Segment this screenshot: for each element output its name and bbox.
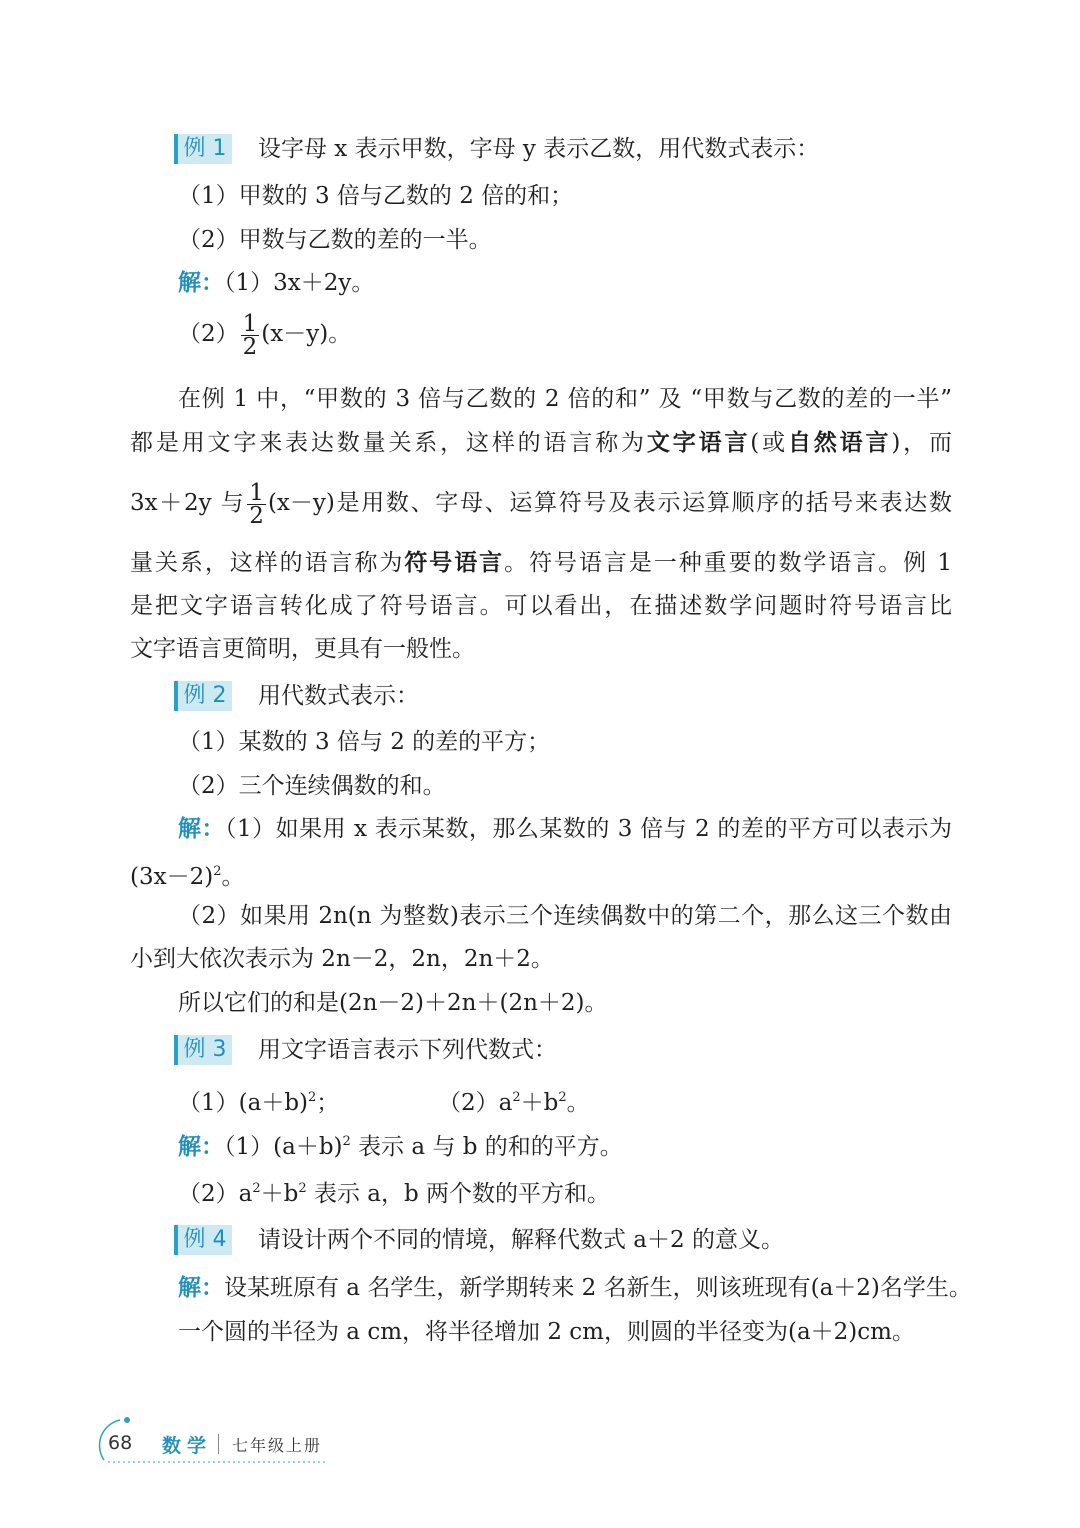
fraction xyxy=(241,310,260,360)
superscript: 2 xyxy=(308,1090,317,1105)
example-3-badge: 例 3 xyxy=(174,1035,232,1065)
ex2-answer-2: （2）如果用 2n(n 为整数)表示三个连续偶数中的第二个，那么这三个数由 xyxy=(178,903,952,929)
ex2-answer-2-cont: 小到大依次表示为 2n－2，2n，2n＋2。 xyxy=(130,946,554,972)
footer-grade: 七年级上册 xyxy=(232,1436,323,1455)
para-l4a: 量关系，这样的语言称为 xyxy=(130,550,405,576)
term-text-language: 文字语言 xyxy=(646,430,751,456)
ex3-a2: （2）a xyxy=(178,1181,253,1207)
superscript: 2 xyxy=(342,1134,351,1149)
ex4-answer-2: 一个圆的半径为 a cm，将半径增加 2 cm，则圆的半径变为(a＋2)cm。 xyxy=(178,1319,915,1345)
ex1-answer-2-prefix: （2） xyxy=(178,321,239,347)
para-l3a: 3x＋2y 与 xyxy=(130,490,246,516)
ex2-question-2: （2）三个连续偶数的和。 xyxy=(178,773,446,799)
ex1-answer-2-rest: (x－y)。 xyxy=(261,321,352,347)
superscript: 2 xyxy=(512,1090,521,1105)
superscript: 2 xyxy=(252,1181,261,1196)
ex1-answer-1 xyxy=(178,267,374,299)
ex3-q2: （2）a xyxy=(438,1090,513,1116)
para-l2a: 都是用文字来表达数量关系，这样的语言称为 xyxy=(130,430,647,456)
example-4-badge: 例 4 xyxy=(174,1225,232,1255)
para-l3b: (x－y)是用数、字母、运算符号及表示运算顺序的括号来表达数 xyxy=(267,490,952,516)
example-1-badge: 例 1 xyxy=(174,134,232,164)
paragraph-line-6: 文字语言更简明，更具有一般性。 xyxy=(130,636,475,662)
example-1-prompt: 设字母 x 表示甲数，字母 y 表示乙数，用代数式表示： xyxy=(258,136,820,162)
ex1-question-2: （2）甲数与乙数的差的一半。 xyxy=(178,227,492,253)
ex3-q1: （1）(a＋b) xyxy=(178,1090,309,1116)
superscript: 2 xyxy=(213,864,222,879)
solution-label: 解： xyxy=(178,270,224,296)
ex3-a1-end: 表示 a 与 b 的和的平方。 xyxy=(350,1134,623,1160)
solution-label: 解： xyxy=(178,1134,224,1160)
paragraph-line-3 xyxy=(130,480,952,527)
term-natural-language: 自然语言 xyxy=(787,430,892,456)
ex2-answer-1-text: （1）如果用 x 表示某数，那么某数的 3 倍与 2 的差的平方可以表示为 xyxy=(225,816,952,842)
footer-divider xyxy=(218,1434,219,1454)
superscript: 2 xyxy=(558,1090,567,1105)
ex3-q2-end: 。 xyxy=(566,1090,590,1116)
ex4-answer-1 xyxy=(178,1272,972,1304)
example-4-prompt: 请设计两个不同的情境，解释代数式 a＋2 的意义。 xyxy=(258,1227,784,1253)
page-number: 68 xyxy=(108,1432,133,1454)
fraction-denominator: 2 xyxy=(249,502,264,529)
paragraph-line-1: 在例 1 中，“甲数的 3 倍与乙数的 2 倍的和” 及 “甲数与乙数的差的一半” xyxy=(178,386,952,412)
ex3-answer-1 xyxy=(178,1126,623,1163)
example-2-badge: 例 2 xyxy=(174,681,232,711)
ex2-answer-3: 所以它们的和是(2n－2)＋2n＋(2n＋2)。 xyxy=(178,990,608,1016)
ex2-answer-1 xyxy=(178,813,952,845)
ex1-answer-1-text: （1）3x＋2y。 xyxy=(224,270,375,296)
ex3-answer-2 xyxy=(178,1173,610,1210)
paragraph-line-4 xyxy=(130,547,952,579)
ex2-expr: (3x－2) xyxy=(130,864,214,890)
solution-label: 解： xyxy=(178,1275,224,1301)
fraction-numerator: 1 xyxy=(249,479,264,506)
example-3-prompt: 用文字语言表示下列代数式： xyxy=(258,1037,557,1063)
ex1-answer-2 xyxy=(178,312,351,358)
ex2-question-1: （1）某数的 3 倍与 2 的差的平方； xyxy=(178,729,551,755)
ex3-question-1 xyxy=(178,1082,339,1119)
superscript: 2 xyxy=(298,1181,307,1196)
fraction-numerator: 1 xyxy=(242,310,258,337)
solution-label: 解： xyxy=(178,816,226,842)
paragraph-line-2 xyxy=(130,427,952,459)
para-l4c: 。符号语言是一种重要的数学语言。例 1 xyxy=(504,550,953,576)
term-symbolic-language: 符号语言 xyxy=(404,550,505,576)
ex3-a2-mid: ＋b xyxy=(260,1181,299,1207)
fraction xyxy=(247,479,266,529)
footer-subject: 数学 xyxy=(162,1435,213,1457)
ex2-answer-1-cont xyxy=(130,856,244,893)
ex4-a1: 设某班原有 a 名学生，新学期转来 2 名新生，则该班现有(a＋2)名学生。 xyxy=(224,1275,972,1301)
ex1-question-1: （1）甲数的 3 倍与乙数的 2 倍的和； xyxy=(178,183,574,209)
paragraph-line-5: 是把文字语言转化成了符号语言。可以看出，在描述数学问题时符号语言比 xyxy=(130,593,952,619)
ex3-a1: （1）(a＋b) xyxy=(224,1134,343,1160)
ex3-a2-end: 表示 a，b 两个数的平方和。 xyxy=(306,1181,611,1207)
ex3-q2-mid: ＋b xyxy=(520,1090,559,1116)
para-l2c: (或 xyxy=(750,430,788,456)
para-l2e: )，而 xyxy=(891,430,953,456)
ex2-expr-end: 。 xyxy=(221,864,245,890)
example-2-prompt: 用代数式表示： xyxy=(258,683,419,709)
ex3-question-2 xyxy=(438,1082,590,1119)
fraction-denominator: 2 xyxy=(242,333,258,360)
ex3-q1-end: ； xyxy=(316,1090,340,1116)
